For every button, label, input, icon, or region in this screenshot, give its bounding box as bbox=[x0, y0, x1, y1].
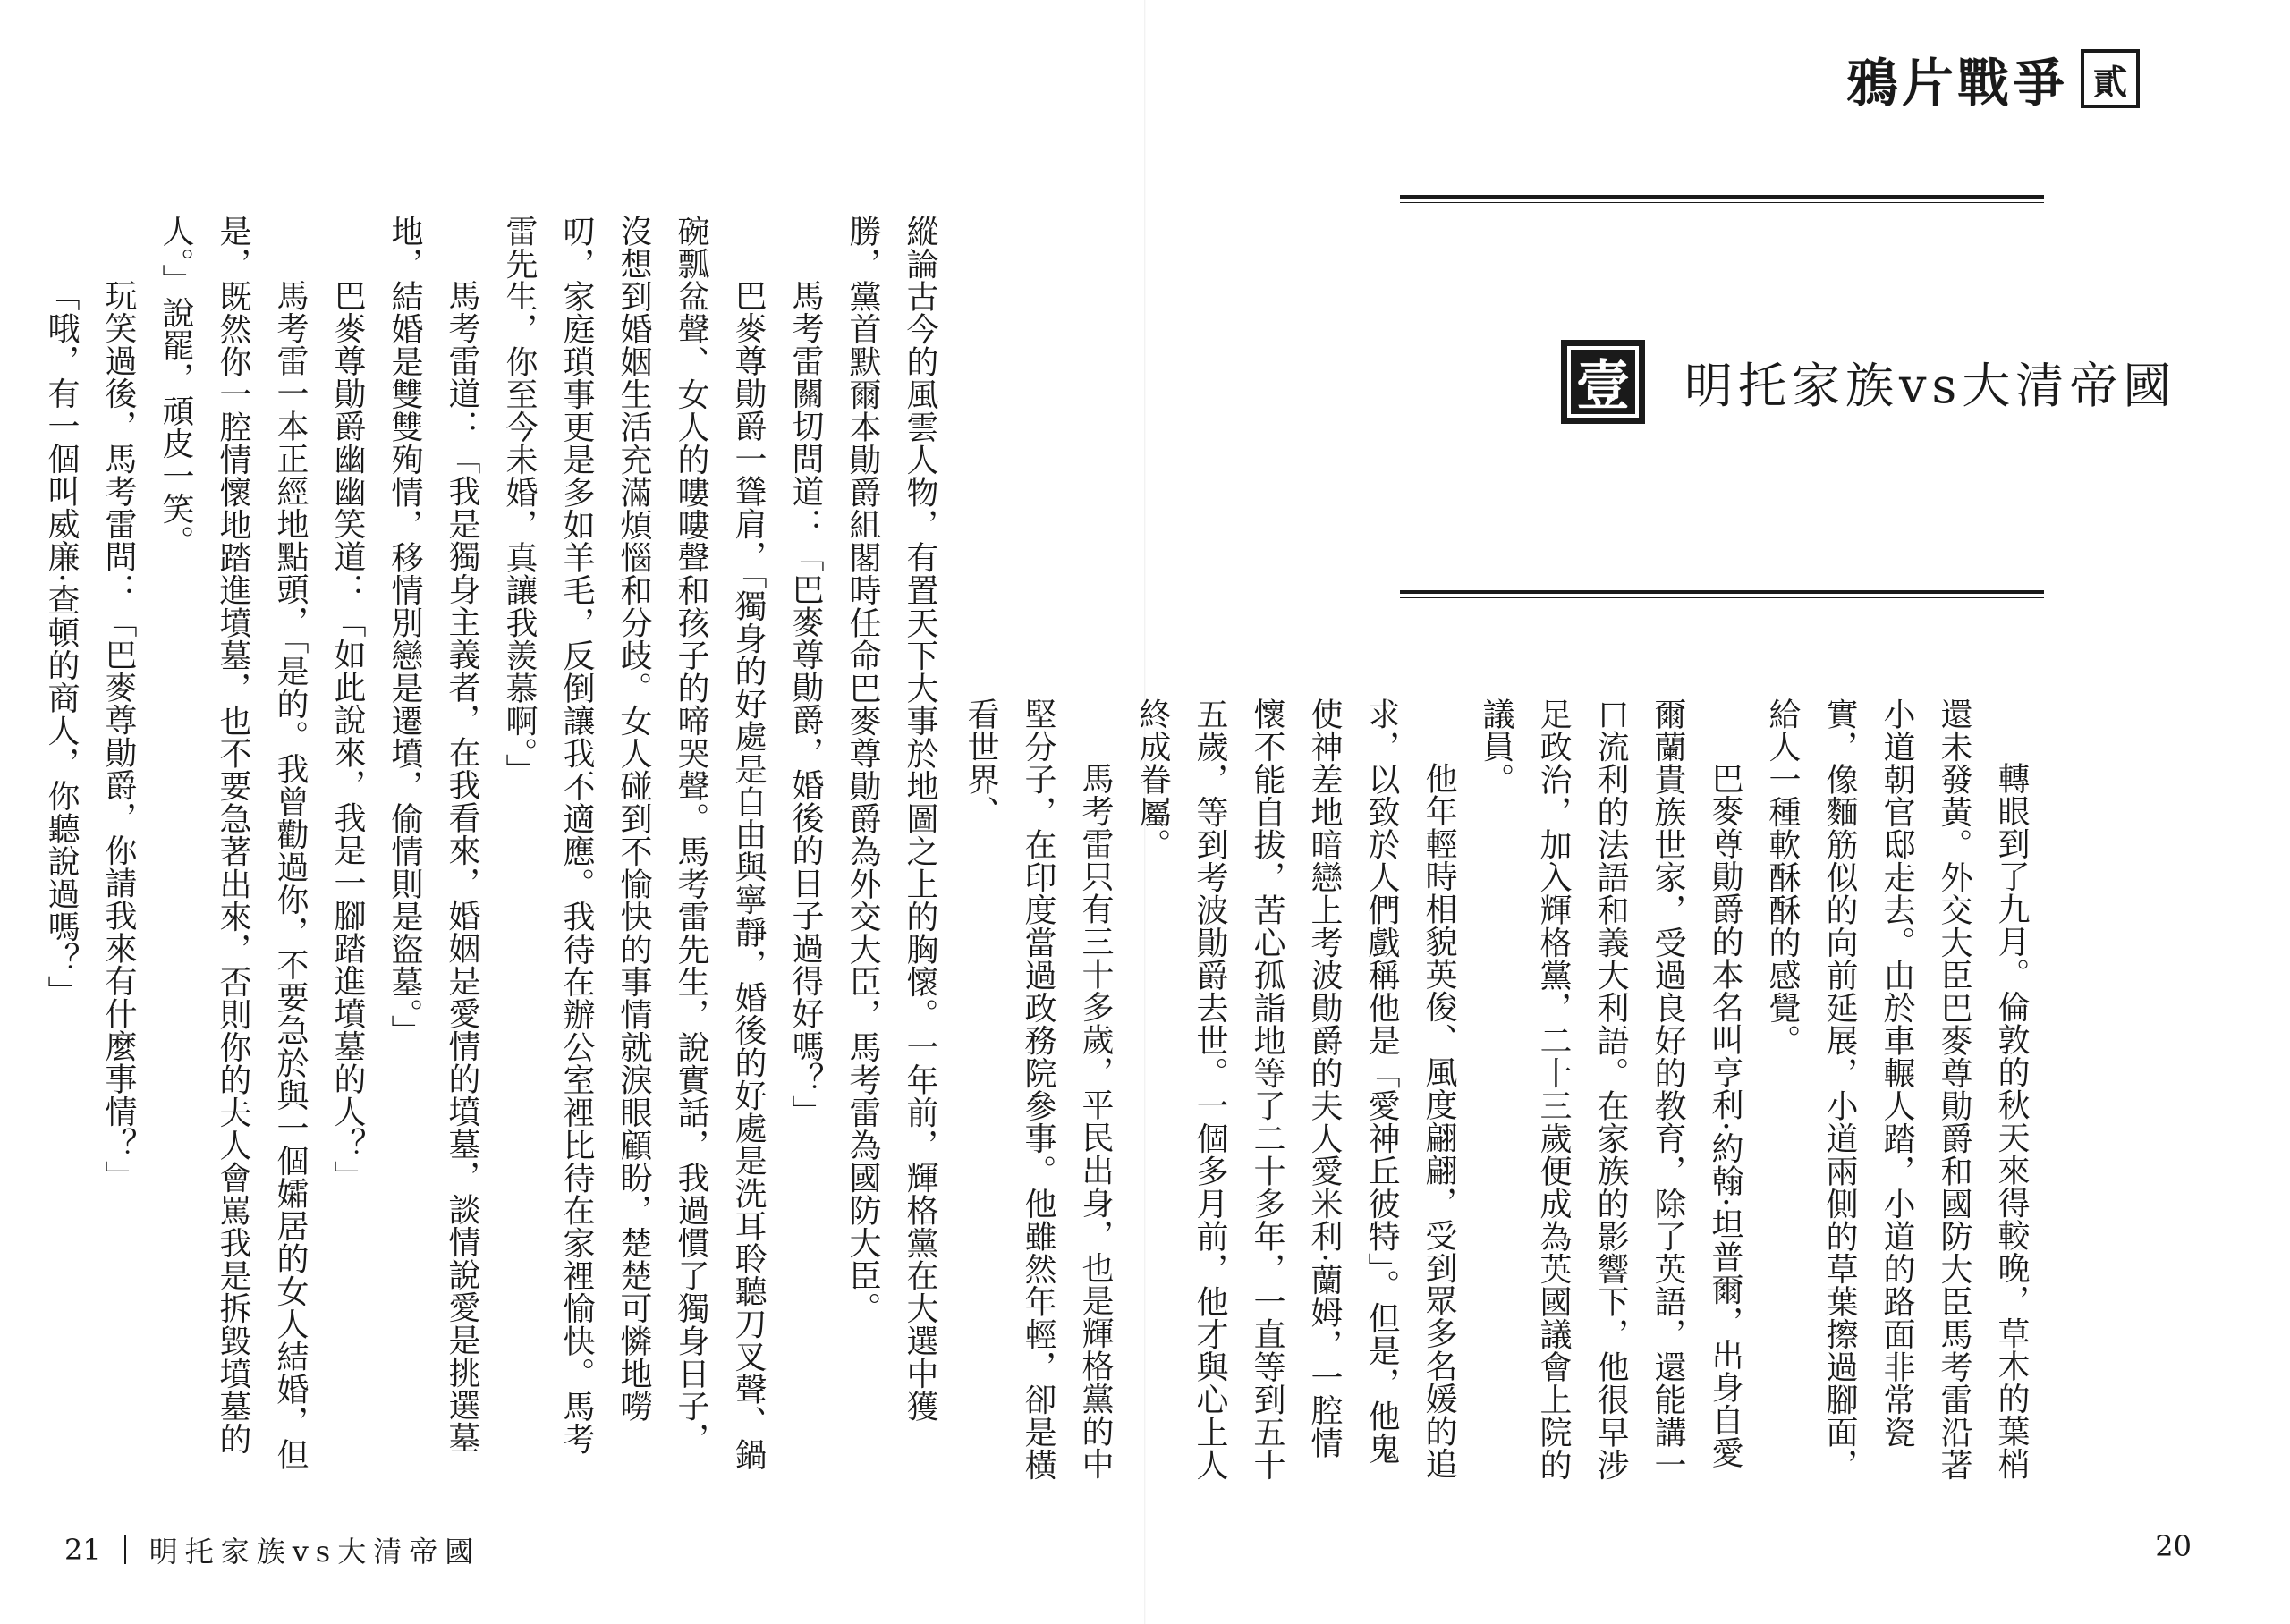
volume-mark: 貳 bbox=[2081, 49, 2140, 108]
left-page-body bbox=[43, 215, 948, 1484]
footer-separator bbox=[124, 1535, 126, 1564]
left-paragraph-8: 「哦，有一個叫威廉·查頓的商人，你聽說過嗎？」 bbox=[43, 279, 80, 1008]
left-paragraph-6: 馬考雷一本正經地點頭，「是的。我曾勸過你，不要急於與一個孀居的女人結婚，但是，既然你一腔情懷地踏進墳墓，也不要急著出來，否則你的夫人會罵我是拆毀墳墓的人。」說罷，頑皮一笑。 bbox=[157, 215, 309, 1471]
left-paragraph-7: 玩笑過後，馬考雷問：「巴麥尊勛爵，你請我來有什麼事情？」 bbox=[100, 279, 137, 1193]
chapter-number-badge: 壹 bbox=[1561, 340, 1645, 424]
right-paragraph-1: 轉眼到了九月。倫敦的秋天來得較晚，草木的葉梢還未發黃。外交大臣巴麥尊勛爵和國防大臣馬考雷沿著小道朝官邸走去。由於車輾人踏，小道的路面非常瓷實，像麵筋似的向前延展，小道兩側的草葉擦過腳面，給人一種軟酥酥的感覺。 bbox=[1764, 698, 2030, 1481]
left-paragraph-3: 巴麥尊勛爵一聳肩，「獨身的好處是自由與寧靜，婚後的好處是洗耳聆聽刀叉聲、鍋碗瓢盆聲、女人的嘍嘍聲和孩子的啼哭聲。馬考雷先生，說實話，我過慣了獨身日子，沒想到婚姻生活充滿煩惱和分歧。女人碰到不愉快的事情就淚眼顧盼，楚楚可憐地嘮叨，家庭瑣事更是多如羊毛，反倒讓我不適應。我待在辦公室裡比待在家裡愉快。馬考雷先生，你至今未婚，真讓我羨慕啊。」 bbox=[501, 215, 767, 1471]
left-page-footer bbox=[64, 1529, 480, 1570]
chapter-rule-bottom bbox=[1400, 590, 2044, 598]
footer-running-title: 明托家族vs大清帝國 bbox=[148, 1535, 481, 1569]
running-head bbox=[1846, 41, 2140, 116]
chapter-heading bbox=[1561, 340, 2176, 424]
left-paragraph-4: 馬考雷道：「我是獨身主義者，在我看來，婚姻是愛情的墳墓，談情說愛是挑選墓地，結婚是雙雙殉情，移情別戀是遷墳，偷情則是盜墓。」 bbox=[386, 215, 480, 1454]
right-page-number: 20 bbox=[2155, 1529, 2192, 1563]
left-paragraph-5: 巴麥尊勛爵幽幽笑道：「如此說來，我是一腳踏進墳墓的人？」 bbox=[329, 279, 366, 1193]
left-paragraph-2: 馬考雷關切問道：「巴麥尊勛爵，婚後的日子過得好嗎？」 bbox=[787, 279, 824, 1128]
series-title: 鴉片戰爭 bbox=[1845, 53, 2068, 114]
chapter-rule-top bbox=[1400, 195, 2044, 203]
left-paragraph-1: 縱論古今的風雲人物，有置天下大事於地圖之上的胸懷。一年前，輝格黨在大選中獲勝，黨首默爾本勛爵組閣時任命巴麥尊勛爵為外交大臣，馬考雷為國防大臣。 bbox=[844, 215, 938, 1423]
right-paragraph-2: 巴麥尊勛爵的本名叫亨利·約翰·坦普爾，出身自愛爾蘭貴族世家，受過良好的教育，除了英語，還能講一口流利的法語和義大利語。在家族的影響下，他很早涉足政治，加入輝格黨，二十三歲便成為英國議會上院的議員。 bbox=[1478, 698, 1743, 1481]
right-paragraph-3: 他年輕時相貌英俊、風度翩翩，受到眾多名媛的追求，以致於人們戲稱他是「愛神丘彼特」。但是，他鬼使神差地暗戀上考波勛爵的夫人愛米利·蘭姆，一腔情懷不能自拔，苦心孤詣地等了二十多年，一直等到五十五歲，等到考波勛爵去世。一個多月前，他才與心上人終成眷屬。 bbox=[1134, 698, 1457, 1481]
right-paragraph-4: 馬考雷只有三十多歲，平民出身，也是輝格黨的中堅分子，在印度當過政務院參事。他雖然年輕，卻是橫看世界、 bbox=[963, 698, 1114, 1481]
left-page-number: 21 bbox=[64, 1533, 101, 1567]
chapter-title: 明托家族vs大清帝國 bbox=[1684, 357, 2177, 414]
right-page-footer bbox=[2155, 1529, 2192, 1563]
right-page-body bbox=[963, 698, 2040, 1484]
